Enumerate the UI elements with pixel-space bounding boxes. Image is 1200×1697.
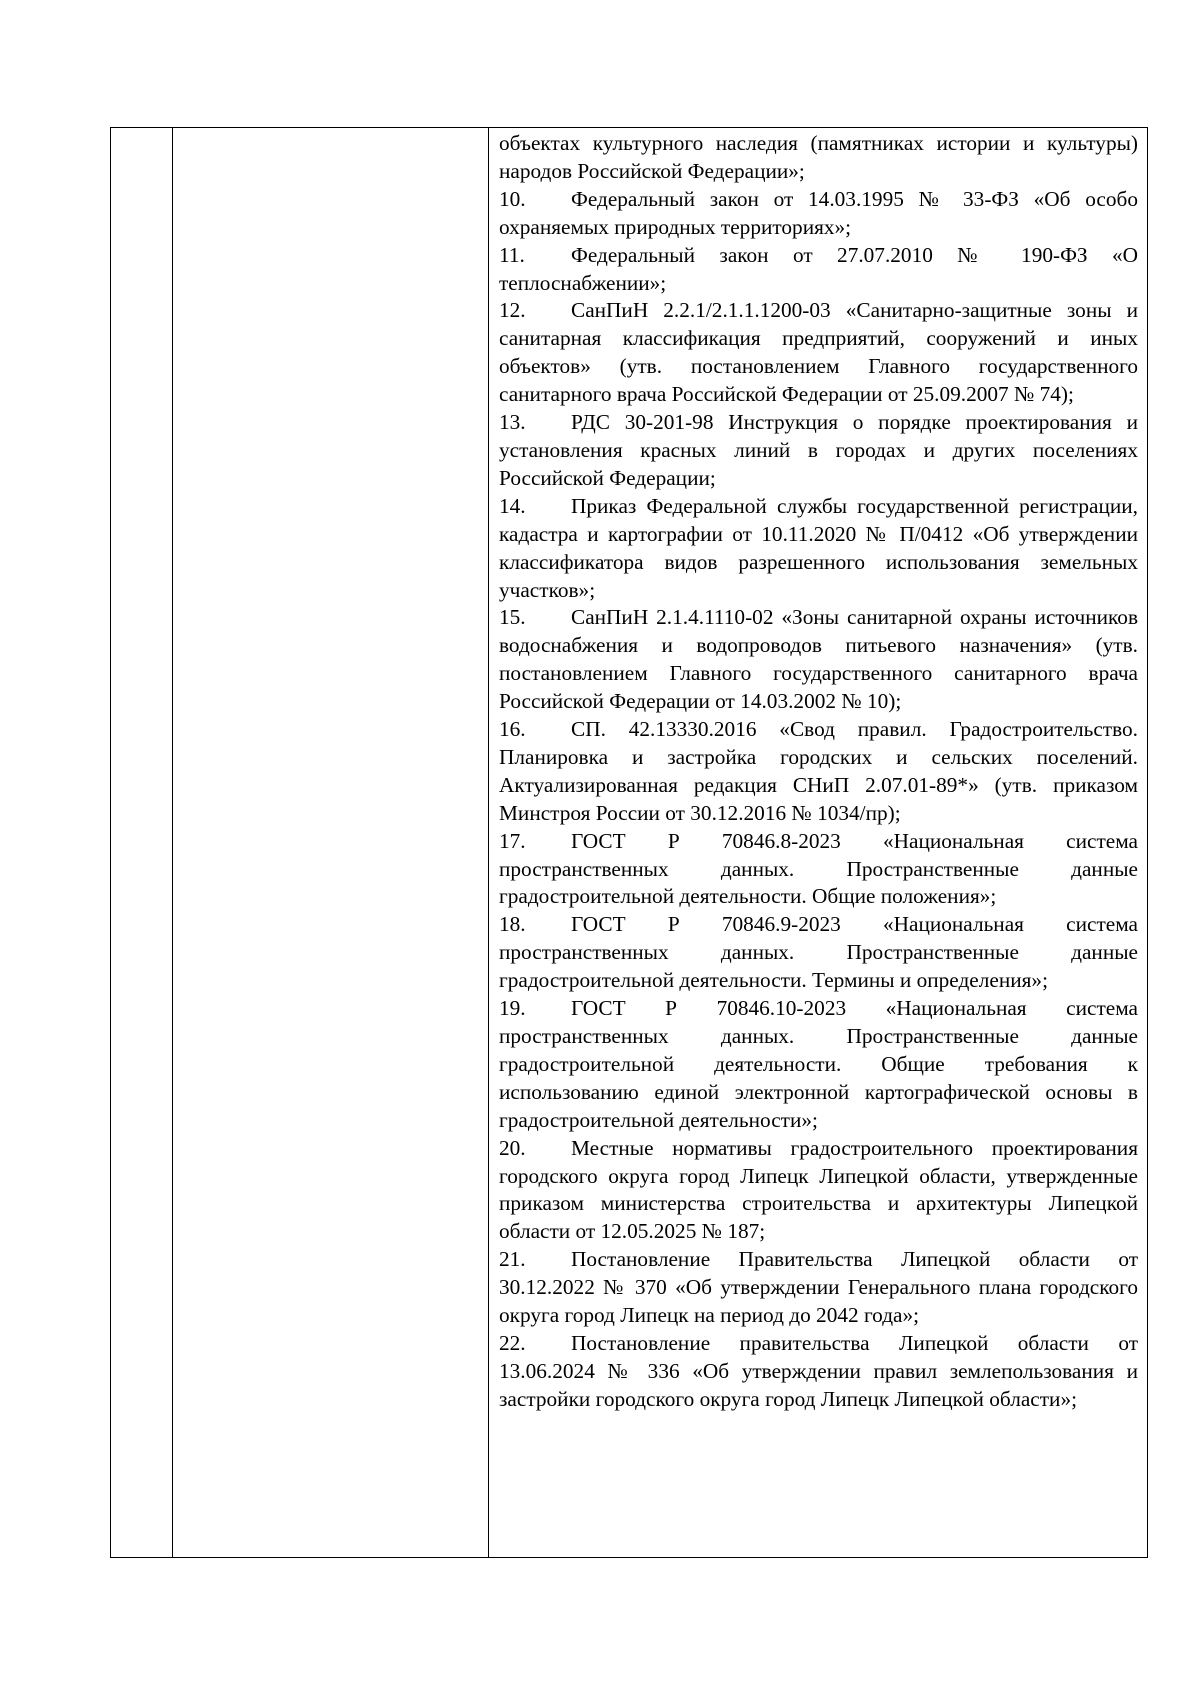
list-item-number: 11.: [499, 242, 525, 267]
list-item: [499, 716, 1138, 828]
list-item-number: 13.: [499, 410, 526, 435]
table-cell-content: [489, 128, 1148, 1558]
list-item-text: Постановление правительства Липецкой области от 13.06.2024 № 336 «Об утверждении правил землепользования и застройки городского округа город Липецк Липецкой области»;: [499, 1330, 1138, 1411]
list-item: [499, 1330, 1138, 1414]
list-item-text: ГОСТ Р 70846.10-2023 «Национальная система пространственных данных. Пространственные данные градостроительной деятельности. Общие требования к использованию единой электронной картографической основы в градостроительной деятельности»;: [499, 996, 1138, 1132]
list-item-number: 12.: [499, 298, 526, 323]
list-item: [499, 130, 1138, 186]
list-item-number: 22.: [499, 1330, 526, 1355]
list-item: [499, 1135, 1138, 1247]
list-item-text: РДС 30-201-98 Инструкция о порядке проектирования и установления красных линий в городах и других поселениях Российской Федерации;: [499, 410, 1138, 490]
list-item-text: ГОСТ Р 70846.8-2023 «Национальная система пространственных данных. Пространственные данные градостроительной деятельности. Общие положения»;: [499, 828, 1138, 909]
list-item: [499, 409, 1138, 493]
list-item-number: 19.: [499, 996, 526, 1021]
list-item-number: 17.: [499, 828, 526, 853]
regulatory-list: [489, 128, 1147, 1414]
list-item-number: 21.: [499, 1247, 526, 1272]
list-item-text: объектах культурного наследия (памятниках истории и культуры) народов Российской Федерации»;: [499, 131, 1138, 183]
list-item-number: 15.: [499, 605, 526, 630]
list-item: [499, 1246, 1138, 1330]
document-table: [110, 127, 1148, 1558]
list-item: [499, 493, 1138, 605]
list-item: [499, 297, 1138, 409]
list-item: [499, 828, 1138, 912]
list-item-text: Постановление Правительства Липецкой области от 30.12.2022 № 370 «Об утверждении Генерального плана городского округа город Липецк на период до 2042 года»;: [499, 1247, 1138, 1328]
list-item-text: СанПиН 2.1.4.1110-02 «Зоны санитарной охраны источников водоснабжения и водопроводов питьевого назначения» (утв. постановлением Главного государственного санитарного врача Российской Федерации от 14.03.2002 № 10);: [499, 605, 1138, 714]
list-item: [499, 186, 1138, 242]
list-item-text: Местные нормативы градостроительного проектирования городского округа город Липецк Липецкой области, утвержденные приказом министерства строительства и архитектуры Липецкой области от 12.05.2025 № 187;: [499, 1135, 1138, 1244]
list-item: [499, 604, 1138, 716]
list-item-text: СП. 42.13330.2016 «Свод правил. Градостроительство. Планировка и застройка городских и сельских поселений. Актуализированная редакция СНиП 2.07.01-89*» (утв. приказом Минстроя России от 30.12.2016 № 1034/пр);: [499, 717, 1138, 825]
list-item-text: Федеральный закон от 14.03.1995 № 33-ФЗ «Об особо охраняемых природных территориях»;: [499, 186, 1138, 239]
list-item: [499, 911, 1138, 995]
table-row: [111, 128, 1148, 1558]
list-item-number: 10.: [499, 186, 526, 211]
list-item-text: СанПиН 2.2.1/2.1.1.1200-03 «Санитарно-защитные зоны и санитарная классификация предприятий, сооружений и иных объектов» (утв. постановлением Главного государственного санитарного врача Российской Федерации от 25.09.2007 № 74);: [499, 298, 1138, 407]
list-item-text: ГОСТ Р 70846.9-2023 «Национальная система пространственных данных. Пространственные данные градостроительной деятельности. Термины и определения»;: [499, 912, 1138, 993]
list-item-number: 16.: [499, 717, 526, 742]
list-item-text: Приказ Федеральной службы государственной регистрации, кадастра и картографии от 10.11.2020 № П/0412 «Об утверждении классификатора видов разрешенного использования земельных участков»;: [499, 493, 1138, 602]
list-item-number: 14.: [499, 493, 526, 518]
list-item: [499, 242, 1138, 298]
list-item-number: 18.: [499, 912, 526, 937]
list-item: [499, 995, 1138, 1135]
table-cell-number: [111, 128, 173, 1558]
list-item-text: Федеральный закон от 27.07.2010 № 190-ФЗ «О теплоснабжении»;: [499, 242, 1138, 295]
table-cell-name: [173, 128, 489, 1558]
list-item-number: 20.: [499, 1135, 526, 1160]
